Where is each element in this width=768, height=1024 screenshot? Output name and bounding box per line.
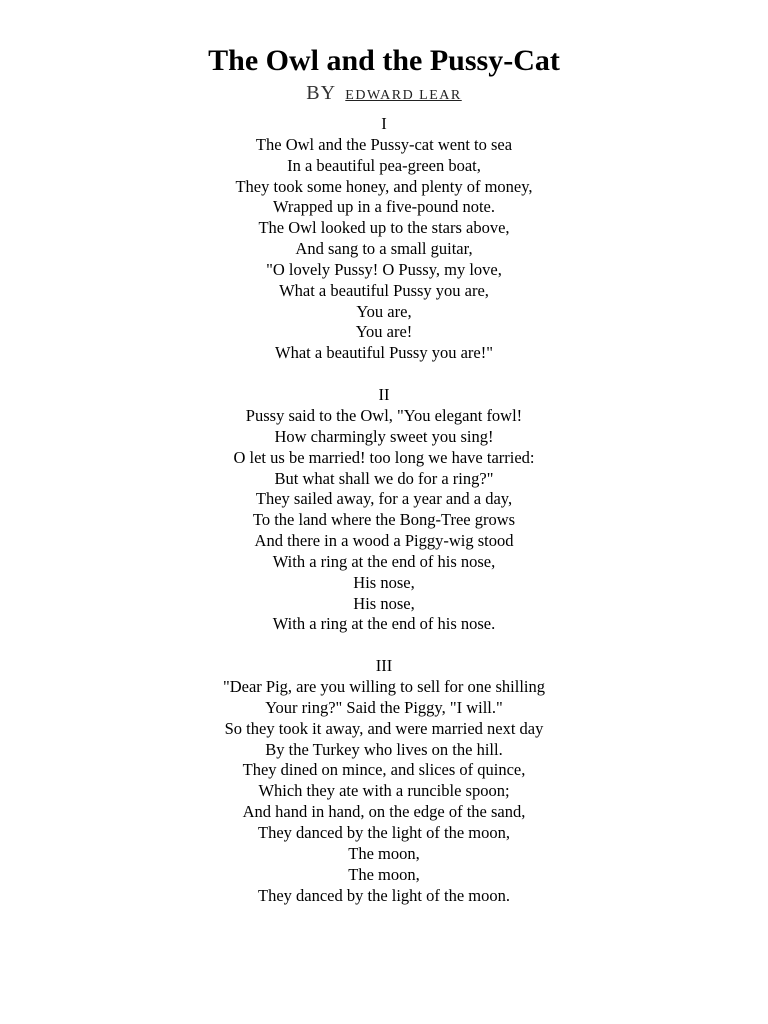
byline-prefix: BY [306, 82, 336, 104]
poem-line: And there in a wood a Piggy-wig stood [254, 531, 514, 551]
poem-line: The moon, [348, 864, 420, 884]
stanza-3 [0, 656, 768, 906]
poem-line: They danced by the light of the moon, [257, 823, 511, 842]
poem-line: You are! [355, 322, 413, 342]
poem-line: By the Turkey who lives on the hill. [265, 739, 503, 759]
poem-line: The moon, [348, 843, 420, 863]
stanza-2 [0, 385, 768, 635]
poem-line: They dined on mince, and slices of quince, [242, 760, 526, 780]
poem-line: "O lovely Pussy! O Pussy, my love, [266, 259, 502, 279]
poem-title: The Owl and the Pussy-Cat [208, 44, 560, 77]
poem-line: His nose, [353, 593, 415, 613]
poem-line: With a ring at the end of his nose, [272, 551, 496, 571]
poem-line: To the land where the Bong-Tree grows [252, 510, 516, 530]
poem-line: In a beautiful pea-green boat, [287, 155, 481, 175]
poem-line: They took some honey, and plenty of money, [235, 176, 533, 196]
poem-line: "Dear Pig, are you willing to sell for one shilling [222, 677, 546, 697]
stanza-number: I [381, 114, 387, 133]
poem-line: Pussy said to the Owl, "You elegant fowl! [245, 405, 523, 425]
stanza-number: II [378, 385, 390, 405]
poem-line: Wrapped up in a five-pound note. [272, 197, 496, 217]
byline [0, 80, 768, 109]
poem-line: The Owl looked up to the stars above, [258, 218, 510, 238]
poem-line: And sang to a small guitar, [295, 239, 473, 259]
poem-line: They danced by the light of the moon. [257, 885, 511, 905]
poem-line: Which they ate with a runcible spoon; [258, 781, 510, 801]
stanza-1 [0, 114, 768, 364]
stanza-number: III [375, 656, 393, 676]
poem-line: Your ring?" Said the Piggy, "I will." [265, 697, 503, 717]
poem-line: What a beautiful Pussy you are, [279, 280, 489, 300]
poem-line: And hand in hand, on the edge of the sand, [242, 802, 526, 822]
author-link[interactable]: EDWARD LEAR [345, 88, 462, 103]
poem-line: How charmingly sweet you sing! [274, 426, 494, 446]
poem-line: You are, [356, 301, 412, 321]
poem-line: They sailed away, for a year and a day, [255, 489, 513, 509]
poem-line: The Owl and the Pussy-cat went to sea [255, 134, 513, 154]
poem-line: His nose, [353, 572, 415, 592]
poem-line: With a ring at the end of his nose. [272, 614, 496, 634]
poem-line: O let us be married! too long we have tarried: [233, 447, 535, 467]
poem-line: What a beautiful Pussy you are!" [275, 343, 493, 363]
poem-body [0, 114, 768, 927]
poem-line: So they took it away, and were married next day [224, 718, 544, 738]
poem-line: But what shall we do for a ring?" [274, 468, 494, 488]
